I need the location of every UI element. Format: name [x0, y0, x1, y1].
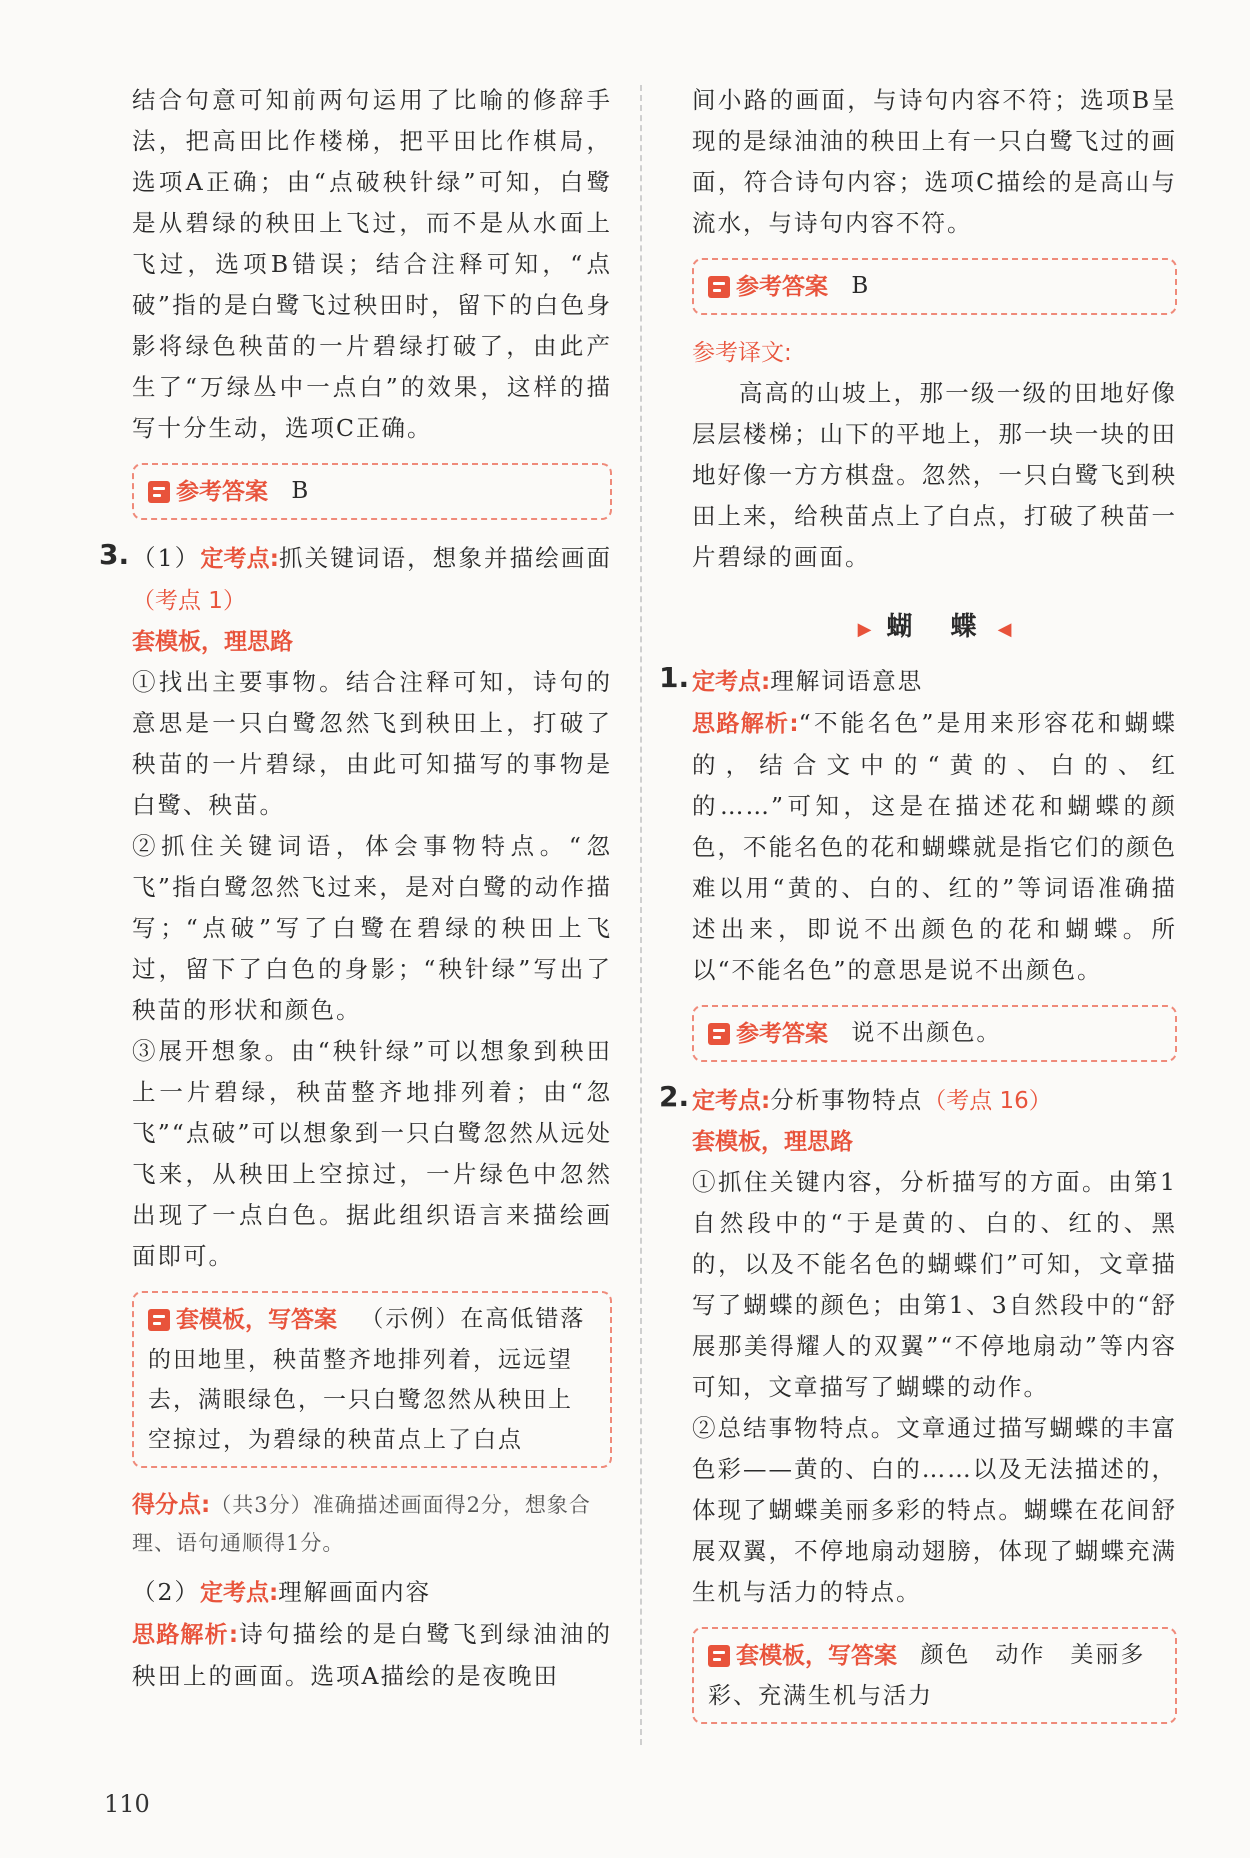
- analysis-text: 诗句描绘的是白鹭飞到绿油油的秧田上的画面。选项A描绘的是夜晚田: [132, 1620, 612, 1690]
- sub-question-prefix: （1）: [132, 544, 201, 572]
- exam-point-ref: （考点 16）: [923, 1088, 1052, 1114]
- section-title: [692, 606, 1177, 643]
- question-3: [99, 538, 613, 1697]
- exam-point-text: 理解词语意思: [770, 667, 924, 695]
- butterfly-question-1: [659, 661, 1177, 1062]
- exam-point-ref: （考点 1）: [132, 588, 246, 614]
- analysis-label: 思路解析:: [132, 1622, 239, 1648]
- right-column: [659, 80, 1177, 1742]
- q3-step-3: ③展开想象。由“秧针绿”可以想象到秧田上一片碧绿，秧苗整齐地排列着；由“忽飞”“点破”可以想象到一只白鹭忽然从远处飞来，从秧田上空掠过，一片绿色中忽然出现了一点白色。据此组织语言来描绘画面即可。: [132, 1037, 612, 1270]
- answer-badge-icon: [148, 481, 170, 503]
- sub-question-prefix: （2）: [132, 1578, 200, 1606]
- analysis-text: “不能名色”是用来形容花和蝴蝶的，结合文中的“黄的、白的、红的……”可知，这是在描述花和蝴蝶的颜色，不能名色的花和蝴蝶就是指它们的颜色难以用“黄的、白的、红的”等词语准确描述出来，即说不出颜色的花和蝴蝶。所以“不能名色”的意思是说不出颜色。: [692, 709, 1177, 984]
- answer-label: 参考答案: [736, 1021, 828, 1047]
- answer-value: 颜色 动作 美丽多彩、充满生机与活力: [708, 1642, 1146, 1709]
- b1-answer-box: [692, 1005, 1177, 1062]
- triangle-left-icon: ◀: [997, 619, 1012, 640]
- answer-badge: [148, 1300, 337, 1340]
- exam-point-label: 定考点:: [199, 1580, 279, 1606]
- question-number: 1.: [659, 661, 690, 694]
- butterfly-question-2: [659, 1080, 1177, 1724]
- answer-label: 套模板，写答案: [736, 1643, 897, 1669]
- q3-answer-box: [132, 1291, 612, 1468]
- template-label: 套模板，理思路: [132, 629, 293, 655]
- translation-text: 高高的山坡上，那一级一级的田地好像层层楼梯；山下的平地上，那一块一块的田地好像一方方棋盘。忽然，一只白鹭飞到秧田上来，给秧苗点上了白点，打破了秧苗一片碧绿的画面。: [692, 379, 1177, 571]
- question-number: 3.: [99, 538, 130, 571]
- exam-point-label: 定考点:: [200, 546, 279, 572]
- q3-1-heading: [132, 538, 612, 622]
- q3-2-heading: [132, 1572, 612, 1614]
- exam-point-text: 理解画面内容: [278, 1578, 432, 1606]
- answer-label: 参考答案: [176, 479, 268, 505]
- triangle-right-icon: ▶: [857, 619, 872, 640]
- page-number: 110: [104, 1790, 150, 1818]
- section-title-text: 蝴 蝶: [886, 612, 983, 642]
- q3-step-2: ②抓住关键词语，体会事物特点。“忽飞”指白鹭忽然飞过来，是对白鹭的动作描写；“点破”写了白鹭在碧绿的秧田上飞过，留下了白色的身影；“秧针绿”写出了秧苗的形状和颜色。: [132, 832, 612, 1024]
- answer-value: B: [851, 273, 871, 299]
- b1-analysis: [692, 703, 1177, 991]
- score-label: 得分点:: [132, 1492, 211, 1518]
- translation-label: 参考译文:: [692, 340, 792, 366]
- answer-badge: [708, 1636, 897, 1676]
- exam-point-text: 分析事物特点: [770, 1086, 924, 1114]
- answer-badge: [708, 267, 828, 307]
- analysis-continued: 间小路的画面，与诗句内容不符；选项B呈现的是绿油油的秧田上有一只白鹭飞过的画面，符合诗句内容；选项C描绘的是高山与流水，与诗句内容不符。: [692, 86, 1177, 237]
- answer-label: 套模板，写答案: [176, 1307, 337, 1333]
- q3-2-analysis: [132, 1614, 612, 1697]
- b2-step-1: ①抓住关键内容，分析描写的方面。由第1自然段中的“于是黄的、白的、红的、黑的，以及不能名色的蝴蝶们”可知，文章描写了蝴蝶的颜色；由第1、3自然段中的“舒展那美得耀人的双翼”“不停地扇动”等内容可知，文章描写了蝴蝶的动作。: [692, 1168, 1177, 1401]
- column-divider: [640, 85, 642, 1745]
- exam-point-label: 定考点:: [692, 669, 771, 695]
- answer-value: 说不出颜色。: [851, 1020, 1002, 1046]
- q2-answer-box: [132, 463, 612, 520]
- left-column: [99, 80, 613, 1697]
- answer-label: 参考答案: [736, 274, 828, 300]
- score-text: （共3分）准确描述画面得2分，想象合理、语句通顺得1分。: [132, 1493, 591, 1555]
- b2-step-2: ②总结事物特点。文章通过描写蝴蝶的丰富色彩——黄的、白的……以及无法描述的，体现了蝴蝶美丽多彩的特点。蝴蝶在花间舒展双翼，不停地扇动翅膀，体现了蝴蝶充满生机与活力的特点。: [692, 1414, 1177, 1606]
- answer-badge: [148, 472, 268, 512]
- template-label: 套模板，理思路: [692, 1129, 853, 1155]
- answer-badge-icon: [708, 1645, 730, 1667]
- answer-badge-icon: [148, 1309, 170, 1331]
- b2-answer-box: [692, 1627, 1177, 1724]
- q3-step-1: ①找出主要事物。结合注释可知，诗句的意思是一只白鹭忽然飞到秧田上，打破了秧苗的一片碧绿，由此可知描写的事物是白鹭、秧苗。: [132, 668, 612, 819]
- answer-badge-icon: [708, 1023, 730, 1045]
- analysis-label: 思路解析:: [692, 711, 799, 737]
- score-points: [132, 1486, 612, 1562]
- b1-heading: [692, 661, 1177, 703]
- answer-box: [692, 258, 1177, 315]
- question-number: 2.: [659, 1080, 690, 1113]
- exam-point-label: 定考点:: [692, 1088, 771, 1114]
- exam-point-text: 抓关键词语，想象并描绘画面: [278, 544, 613, 572]
- answer-value: （示例）在高低错落的田地里，秧苗整齐地排列着，远远望去，满眼绿色，一只白鹭忽然从秧田上空掠过，为碧绿的秧苗点上了白点: [148, 1306, 586, 1453]
- b2-heading: [692, 1080, 1177, 1122]
- answer-value: B: [291, 478, 311, 504]
- answer-badge-icon: [708, 276, 730, 298]
- q2-analysis-continued: 结合句意可知前两句运用了比喻的修辞手法，把高田比作楼梯，把平田比作棋局，选项A正确；由“点破秧针绿”可知，白鹭是从碧绿的秧田上飞过，而不是从水面上飞过，选项B错误；结合注释可知，“点破”指的是白鹭飞过秧田时，留下的白色身影将绿色秧苗的一片碧绿打破了，由此产生了“万绿丛中一点白”的效果，这样的描写十分生动，选项C正确。: [132, 86, 612, 442]
- answer-badge: [708, 1014, 828, 1054]
